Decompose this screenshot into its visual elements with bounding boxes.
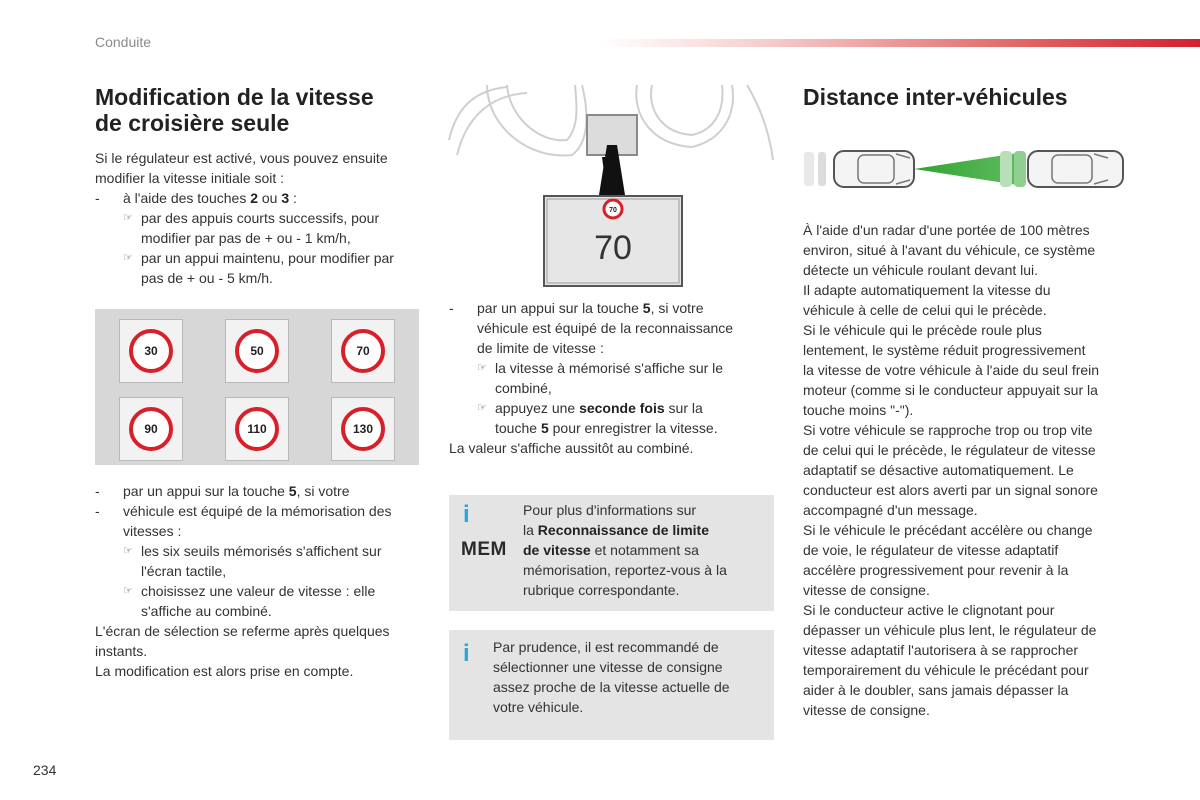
mem-info-line: mémorisation, reportez-vous à la: [523, 562, 727, 578]
mem-info-line: Pour plus d'informations sur: [523, 502, 697, 518]
long-press-text: par un appui maintenu, pour modifier par: [141, 250, 394, 266]
memorised-text: la vitesse à mémorisé s'affiche sur le: [495, 360, 724, 376]
memorised-text: combiné,: [495, 380, 552, 396]
press-text: pour enregistrer la vitesse.: [548, 420, 718, 436]
keys-item-text: à l'aide des touches: [123, 190, 251, 206]
keys-item: [95, 188, 425, 208]
touch5-text: par un appui sur la touche: [123, 483, 289, 499]
right-line: vitesse de consigne.: [803, 702, 930, 718]
press-bold: seconde fois: [579, 400, 665, 416]
key-5: 5: [540, 420, 549, 436]
right-line: touche moins "-").: [803, 402, 914, 418]
short-press-text: par des appuis courts successifs, pour: [141, 210, 380, 226]
right-line: vitesse adaptatif l'autorisera à se rapprocher: [803, 642, 1079, 658]
touch5-recognition-cont: [449, 338, 779, 358]
radar-distance-illustration: [800, 144, 1130, 196]
speed-sign-card[interactable]: [225, 397, 289, 461]
long-press-item-cont: [95, 268, 425, 288]
touch5-item-cont: [95, 521, 425, 541]
speed-memory-grid: [95, 309, 419, 465]
info-icon: i: [463, 501, 470, 528]
left-title-line2: de croisière seule: [95, 110, 290, 136]
section-label: Conduite: [95, 34, 152, 50]
pointing-hand-icon: ☞: [123, 585, 133, 597]
touch5-recognition-cont: [449, 318, 779, 338]
right-section-title: Distance inter-véhicules: [803, 84, 1068, 110]
page-number: 234: [33, 762, 57, 778]
right-line: moteur (comme si le conducteur appuyait sur la: [803, 382, 1098, 398]
right-line: de celui qui le précède, le régulateur de vitesse: [803, 442, 1096, 458]
short-press-item: [95, 208, 425, 228]
right-line: vitesse de consigne.: [803, 582, 930, 598]
speed-sign-card[interactable]: [331, 319, 395, 383]
speed-sign-card[interactable]: [119, 319, 183, 383]
right-line: véhicule à celle de celui qui le précède.: [803, 302, 1047, 318]
right-line: de voie, le régulateur de vitesse adaptatif: [803, 542, 1059, 558]
speed-sign-card[interactable]: [119, 397, 183, 461]
six-thresholds-text: les six seuils mémorisés s'affichent sur: [141, 543, 382, 559]
touch5-text: , si votre: [296, 483, 350, 499]
caution-info-line: Par prudence, il est recommandé de: [493, 639, 719, 655]
press-again-item-cont: [449, 418, 779, 438]
caution-info-line: sélectionner une vitesse de consigne: [493, 659, 723, 675]
right-line: accompagné d'un message.: [803, 502, 978, 518]
left-intro-block: [95, 148, 425, 288]
right-line: Il adapte automatiquement la vitesse du: [803, 282, 1051, 298]
six-thresholds-text: l'écran tactile,: [141, 563, 227, 579]
cluster-sign-value: 70: [609, 207, 617, 214]
press-text: sur la: [664, 400, 703, 416]
closing-line: La modification est alors prise en compte.: [95, 663, 354, 679]
pointing-hand-icon: ☞: [477, 402, 487, 414]
speed-limit-sign-icon: 90: [129, 407, 173, 451]
closing-line: instants.: [95, 643, 148, 659]
right-line: la vitesse de votre véhicule à l'aide du seul frein: [803, 362, 1100, 378]
pointing-hand-icon: ☞: [123, 212, 133, 224]
short-press-text: modifier par pas de + ou - 1 km/h,: [141, 230, 351, 246]
instrument-cluster-illustration: [447, 85, 777, 295]
choose-text: s'affiche au combiné.: [141, 603, 272, 619]
right-line: détecte un véhicule roulant devant lui.: [803, 262, 1039, 278]
intro-line: Si le régulateur est activé, vous pouvez ensuite: [95, 150, 388, 166]
middle-recognition-block: [449, 298, 779, 458]
press-again-item: [449, 398, 779, 418]
right-line: accélère progressivement pour revenir à la: [803, 562, 1069, 578]
short-press-item-cont: [95, 228, 425, 248]
touch5-text: de limite de vitesse :: [477, 340, 604, 356]
key-3: 3: [281, 190, 290, 206]
choose-text: choisissez une valeur de vitesse : elle: [141, 583, 376, 599]
right-line: aider à le doubler, sans jamais dépasser la: [803, 682, 1069, 698]
keys-item-text: ou: [258, 190, 282, 206]
speed-limit-sign-icon: 30: [129, 329, 173, 373]
speed-sign-card[interactable]: [225, 319, 289, 383]
long-press-text: pas de + ou - 5 km/h.: [141, 270, 273, 286]
closing-line: L'écran de sélection se referme après quelques: [95, 623, 390, 639]
mem-label: MEM: [461, 539, 507, 560]
key-5: 5: [288, 483, 297, 499]
mem-info-text-span: et notamment sa: [590, 542, 699, 558]
mem-info-box: [449, 495, 774, 611]
left-section-title: [95, 84, 425, 136]
mem-info-line: [523, 540, 768, 560]
value-line: La valeur s'affiche aussitôt au combiné.: [449, 440, 694, 456]
mem-info-bold: Reconnaissance de limite: [537, 522, 709, 538]
speed-limit-sign-icon: 70: [341, 329, 385, 373]
cluster-speed-value: 70: [594, 229, 632, 267]
left-title-line1: Modification de la vitesse: [95, 84, 374, 110]
right-line: lentement, le système réduit progressivement: [803, 342, 1086, 358]
right-line: temporairement du véhicule le précédant pour: [803, 662, 1089, 678]
left-memo-block: [95, 481, 425, 681]
pointing-hand-icon: ☞: [123, 545, 133, 557]
header-accent-bar: [600, 39, 1200, 47]
key-2: 2: [250, 190, 258, 206]
memorised-item-cont: [449, 378, 779, 398]
key-5: 5: [642, 300, 651, 316]
touch5-text: véhicule est équipé de la reconnaissance: [477, 320, 734, 336]
right-line: À l'aide d'un radar d'une portée de 100 mètres: [803, 222, 1090, 238]
right-line: conducteur est alors averti par un signal sonore: [803, 482, 1098, 498]
caution-info-line: assez proche de la vitesse actuelle de: [493, 679, 730, 695]
six-thresholds-item: [95, 541, 425, 561]
choose-item: [95, 581, 425, 601]
pointing-hand-icon: ☞: [477, 362, 487, 374]
right-line: environ, situé à l'avant du véhicule, ce système: [803, 242, 1096, 258]
speed-limit-sign-icon: 130: [341, 407, 385, 451]
speed-limit-sign-icon: 50: [235, 329, 279, 373]
mem-info-text: [523, 500, 768, 600]
six-thresholds-item-cont: [95, 561, 425, 581]
press-text: appuyez une: [495, 400, 580, 416]
mem-info-text-span: la: [523, 522, 538, 538]
own-car-icon: [804, 151, 914, 187]
choose-item-cont: [95, 601, 425, 621]
right-line: adaptatif se désactive automatiquement. Le: [803, 462, 1074, 478]
speed-sign-card[interactable]: [331, 397, 395, 461]
touch5-text: , si votre: [650, 300, 704, 316]
press-text: touche: [495, 420, 541, 436]
touch5-text: véhicule est équipé de la mémorisation des: [123, 503, 392, 519]
intro-line: modifier la vitesse initiale soit :: [95, 170, 285, 186]
mem-info-line: rubrique correspondante.: [523, 582, 680, 598]
caution-info-box: [449, 630, 774, 740]
mem-info-bold: de vitesse: [523, 542, 591, 558]
long-press-item: [95, 248, 425, 268]
right-description-block: [803, 220, 1163, 720]
touch5-text: vitesses :: [123, 523, 182, 539]
info-icon: i: [463, 640, 470, 667]
right-line: Si le conducteur active le clignotant pour: [803, 602, 1055, 618]
pointing-hand-icon: ☞: [123, 252, 133, 264]
right-line: Si le véhicule qui le précède roule plus: [803, 322, 1042, 338]
touch5-text: par un appui sur la touche: [477, 300, 643, 316]
mem-info-line: [523, 520, 768, 540]
right-line: Si le véhicule le précédant accélère ou change: [803, 522, 1093, 538]
touch5-recognition-item: [449, 298, 779, 318]
keys-item-text: :: [289, 190, 297, 206]
touch5-item-cont: - . véhicule est équipé de la mémorisation des: [95, 501, 425, 521]
caution-info-text: [493, 637, 768, 717]
caution-info-line: votre véhicule.: [493, 699, 584, 715]
front-car-icon: [1028, 151, 1123, 187]
speed-limit-sign-icon: 110: [235, 407, 279, 451]
right-line: dépasser un véhicule plus lent, le régulateur de: [803, 622, 1097, 638]
memorised-item: [449, 358, 779, 378]
touch5-item: [95, 481, 425, 501]
right-line: Si votre véhicule se rapproche trop ou trop vite: [803, 422, 1093, 438]
